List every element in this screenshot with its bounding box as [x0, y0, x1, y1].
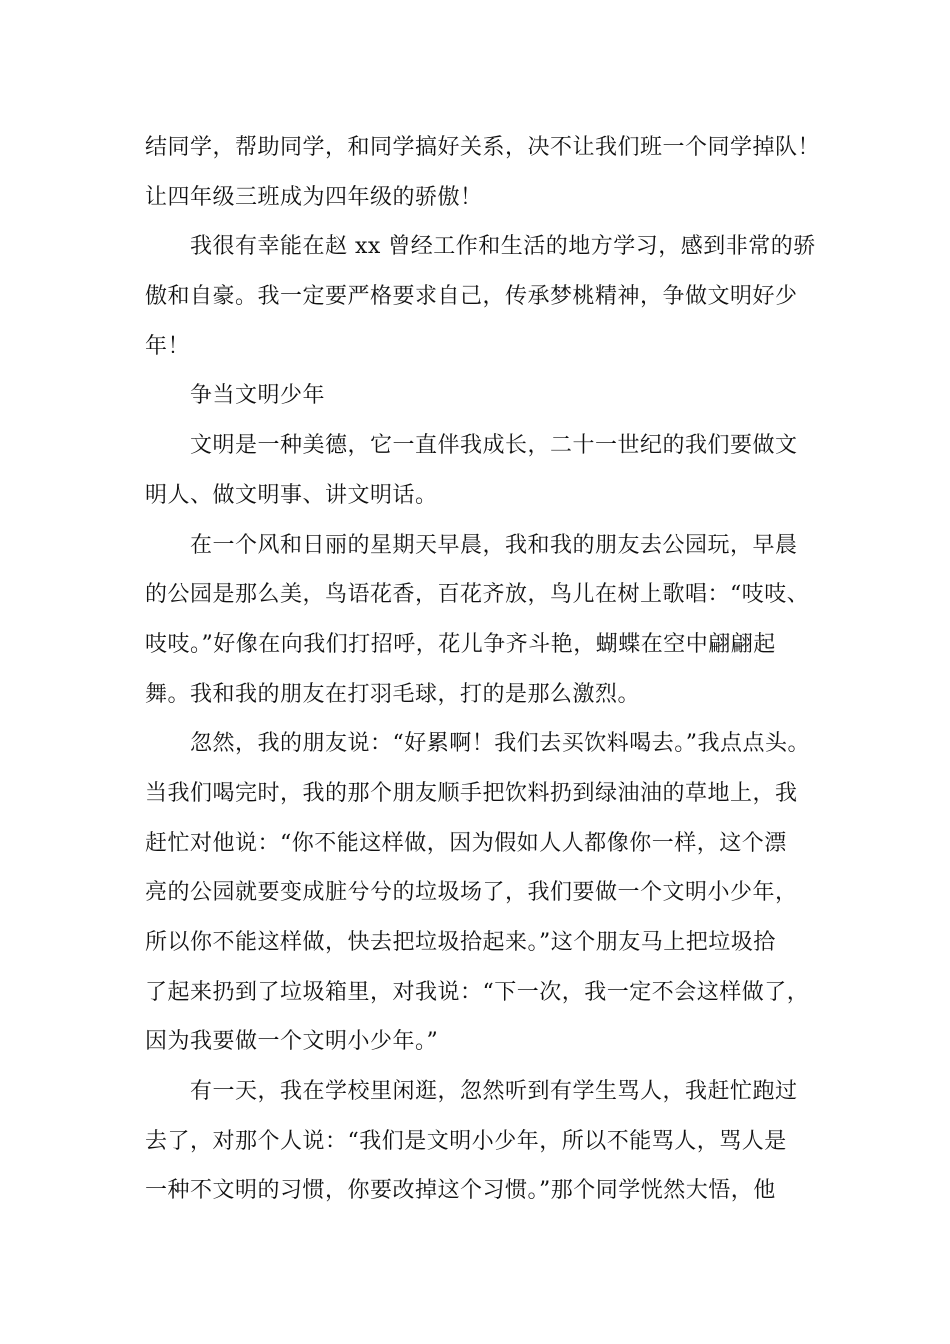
- text-line: 因为我要做一个文明小少年。”: [145, 1029, 439, 1055]
- text-line: 所以你不能这样做，快去把垃圾拾起来。”这个朋友马上把垃圾拾: [145, 930, 776, 955]
- text-line: 让四年级三班成为四年级的骄傲！: [145, 184, 483, 210]
- text-line: 明人、做文明事、讲文明话。: [145, 482, 438, 508]
- text-line: 当我们喝完时，我的那个朋友顺手把饮料扔到绿油油的草地上，我: [145, 780, 798, 806]
- text-line: 舞。我和我的朋友在打羽毛球，打的是那么激烈。: [145, 681, 641, 707]
- text-line: 亮的公园就要变成脏兮兮的垃圾场了，我们要做一个文明小少年，: [145, 880, 798, 906]
- text-line: 文明是一种美德，它一直伴我成长，二十一世纪的我们要做文: [190, 433, 798, 459]
- text-line: 我很有幸能在赵 xx 曾经工作和生活的地方学习，感到非常的骄: [190, 234, 816, 260]
- text-line: 忽然，我的朋友说：“好累啊！我们去买饮料喝去。”我点点头。: [190, 731, 810, 757]
- text-line: 了起来扔到了垃圾箱里，对我说：“下一次，我一定不会这样做了，: [145, 979, 810, 1005]
- text-line: 赶忙对他说：“你不能这样做，因为假如人人都像你一样，这个漂: [145, 830, 787, 856]
- text-line: 结同学，帮助同学，和同学搞好关系，决不让我们班一个同学掉队！: [145, 135, 821, 160]
- text-line: 年！: [145, 333, 191, 359]
- text-line: 一种不文明的习惯，你要改掉这个习惯。”那个同学恍然大悟，他: [145, 1178, 776, 1204]
- text-line: 傲和自豪。我一定要严格要求自己，传承梦桃精神，争做文明好少: [145, 284, 798, 310]
- text-line: 去了，对那个人说：“我们是文明小少年，所以不能骂人，骂人是: [145, 1128, 787, 1154]
- text-line: 在一个风和日丽的星期天早晨，我和我的朋友去公园玩，早晨: [190, 532, 798, 558]
- document-body: [145, 123, 825, 1216]
- text-line: 吱吱。”好像在向我们打招呼，花儿争齐斗艳，蝴蝶在空中翩翩起: [145, 631, 776, 657]
- text-line: 争当文明少年: [190, 383, 326, 409]
- text-line: 的公园是那么美，鸟语花香，百花齐放，鸟儿在树上歌唱：“吱吱、: [145, 582, 810, 608]
- text-line: 有一天，我在学校里闲逛，忽然听到有学生骂人，我赶忙跑过: [190, 1079, 798, 1105]
